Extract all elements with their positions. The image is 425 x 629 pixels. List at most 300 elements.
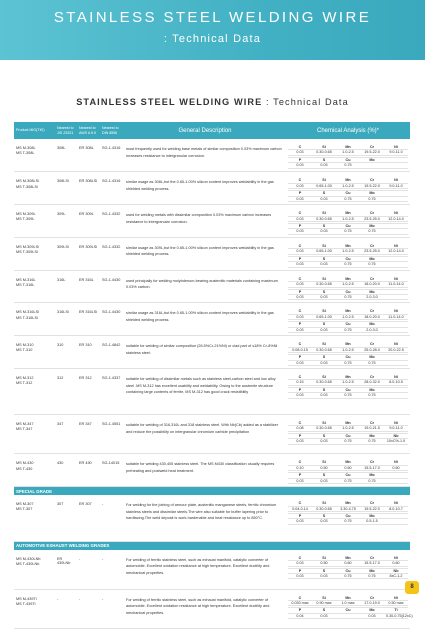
- aws-cell: ER 310: [77, 336, 100, 369]
- jis-cell: 316L: [55, 270, 77, 303]
- element-label: Mn: [336, 556, 360, 561]
- element-label: S: [312, 608, 336, 613]
- element-label: C: [288, 277, 312, 282]
- product-cell: [14, 205, 55, 238]
- element-value: [384, 163, 408, 168]
- element-value: 0.03: [288, 314, 312, 319]
- aws-cell: ER 307: [77, 495, 100, 541]
- description-cell: similar usage as 309L,but the 0.65-1.00% silicon content improves weldability in the gas shielded welding process.: [124, 237, 286, 270]
- element-value: 0.03: [288, 163, 312, 168]
- element-value: 15.5-17.0: [360, 561, 384, 566]
- element-label: Mn: [336, 211, 360, 216]
- product-name: MS T-316L: [16, 282, 35, 287]
- element-value: 0.75: [336, 360, 360, 365]
- product-cell: [14, 415, 55, 454]
- description-cell: similar usage as 316L,but the 0.65-1.00% silicon content improves weldability in the gas shielded welding process.: [124, 303, 286, 336]
- description-cell: used for welding metals with dissimilar composition 0.03% maximum carbon increases resistance to intergranular corrosion.: [124, 205, 286, 238]
- element-label: Ni: [384, 211, 408, 216]
- element-value: 11.0-14.0: [384, 282, 408, 287]
- element-label: Cu: [336, 387, 360, 392]
- description-cell: suitable for welding of dissimilar metals such as stainless steel,carbon steel and low alloy steel .MS M-312 has excellent usability and weldability. Owing to the austenite structure containing large contents of ferrite, MS M-312 has good crack resistibility: [124, 369, 286, 415]
- element-value: [360, 163, 384, 168]
- product-name: MS T-312: [16, 381, 33, 386]
- element-value: [384, 519, 408, 524]
- element-value: 0.65-1.00: [312, 249, 336, 254]
- element-label: Cu: [336, 514, 360, 519]
- chemical-grid: [288, 211, 408, 235]
- element-value: 0.60: [384, 561, 408, 566]
- element-value: 0.03: [312, 439, 336, 444]
- element-value: 8.0-10.7: [384, 506, 408, 511]
- din-cell: SG-1.4332: [100, 237, 124, 270]
- description-cell: most frequently used for welding base metals of similar composition 0.03% maximum carbon increases resistance to intergranular corrosion.: [124, 139, 286, 172]
- description-cell: suitable for welding of 316,316L and 318 stainless steel. With Nb(Cb) added as a stabilizer and reduce the possibility on intergranular chromium carbide precipitation: [124, 415, 286, 454]
- element-value: 18.0-20.0: [360, 314, 384, 319]
- element-value: 0.30-0.75(12xC): [386, 613, 413, 618]
- element-value: 9.0-11.0: [384, 183, 408, 188]
- element-value: 0.03: [288, 196, 312, 201]
- jis-cell: 308L: [55, 139, 77, 172]
- product-name: MS M-439Ti: [16, 596, 37, 601]
- element-label: Si: [312, 277, 336, 282]
- element-label: Nb: [384, 433, 408, 438]
- product-name: MS T-430LNb: [16, 561, 40, 566]
- element-label: Cu: [336, 433, 360, 438]
- element-label: Mo: [360, 191, 384, 196]
- element-label: C: [288, 211, 312, 216]
- element-value-row: [288, 573, 408, 578]
- aws-cell: ER 312: [77, 369, 100, 415]
- product-name: MS M-307: [16, 502, 34, 507]
- element-value: 0.03: [288, 294, 312, 299]
- element-label: Mn: [336, 342, 360, 347]
- section-header: [14, 487, 410, 496]
- chemical-cell: [286, 454, 410, 487]
- element-label: S: [312, 191, 336, 196]
- product-cell: [14, 237, 55, 270]
- product-cell: [14, 139, 55, 172]
- jis-cell: 308LSi: [55, 172, 77, 205]
- element-label: Ni: [384, 375, 408, 380]
- element-value: 0.75: [336, 163, 360, 168]
- element-label: Cu: [336, 191, 360, 196]
- element-value: 25.0-28.0: [360, 347, 384, 352]
- element-value: 0.03: [288, 439, 312, 444]
- element-value: 23.5-25.0: [360, 216, 384, 221]
- jis-cell: 312: [55, 369, 77, 415]
- table-row: [14, 589, 410, 628]
- element-value: 0.30-0.65: [312, 216, 336, 221]
- din-cell: SG-14015: [100, 454, 124, 487]
- product-name: MS M-310: [16, 343, 34, 348]
- element-value: [384, 360, 408, 365]
- element-value: 0.75: [336, 196, 360, 201]
- element-value: 0.30-0.65: [312, 150, 336, 155]
- element-value: 0.30-0.65: [312, 380, 336, 385]
- element-label: Mo: [360, 157, 384, 162]
- jis-cell: 309LSi: [55, 237, 77, 270]
- product-name: MS M-430: [16, 461, 34, 466]
- element-value-row: [288, 393, 408, 398]
- product-name: MS M-312: [16, 376, 34, 381]
- din-cell: SG-1.4316: [100, 172, 124, 205]
- banner-subtitle: : Technical Data: [163, 33, 262, 45]
- element-value: 0.03: [288, 327, 312, 332]
- element-label: Mo: [360, 473, 384, 478]
- element-value-row: [288, 163, 408, 168]
- element-label: P: [288, 191, 312, 196]
- chemical-grid: [288, 556, 408, 580]
- product-name: MS T-310: [16, 348, 33, 353]
- din-cell: SG-1.4842: [100, 336, 124, 369]
- element-label: Mn: [336, 309, 360, 314]
- element-value: 0.50: [312, 561, 336, 566]
- element-label: Cr: [360, 556, 384, 561]
- element-value: 1.0-2.5: [336, 282, 360, 287]
- aws-cell: ER 309LSi: [77, 237, 100, 270]
- element-value: 0.08: [288, 426, 312, 431]
- element-label: Mo: [360, 256, 384, 261]
- element-label: Ni: [384, 145, 408, 150]
- element-label: P: [288, 608, 312, 613]
- element-value: 0.03: [288, 360, 312, 365]
- element-value-row: [288, 294, 408, 299]
- element-value: [384, 196, 408, 201]
- description-cell: similar usage as 308L,but the 0.65-1.00% silicon content improves weldability in the gas shielded welding process.: [124, 172, 286, 205]
- element-label: Ni: [384, 556, 408, 561]
- element-label: Cu: [336, 608, 360, 613]
- element-value-row: [288, 196, 408, 201]
- header-aws: Nearest to AWS A 5.9: [77, 122, 100, 139]
- product-cell: [14, 172, 55, 205]
- element-value: 19.5-22.0: [360, 150, 384, 155]
- element-label: Cr: [360, 342, 384, 347]
- element-label: Si: [312, 421, 336, 426]
- page-heading: [0, 97, 425, 107]
- element-label: Mn: [336, 501, 360, 506]
- jis-cell: ER 430LNb: [55, 550, 77, 589]
- spec-table: [14, 122, 413, 629]
- chemical-grid: [288, 421, 408, 445]
- element-value: 0.10: [288, 465, 312, 470]
- element-label: P: [288, 433, 312, 438]
- element-label: P: [288, 223, 312, 228]
- element-value: 0.03: [312, 294, 336, 299]
- element-label: S: [312, 355, 336, 360]
- element-label: S: [312, 433, 336, 438]
- element-value: 0.50 max: [384, 601, 408, 606]
- chemical-grid: [288, 244, 408, 268]
- element-value: 8.0-10.5: [384, 380, 408, 385]
- element-label: Mo: [360, 223, 384, 228]
- element-value: 0.75: [336, 327, 360, 332]
- description-cell: For welding of ferritic stainless steel, such as exhaust manifold, catalytic converter of automobile. Excellent oxidation resistance at high temperature. Excellent ductility and mechanical properties.: [124, 550, 286, 589]
- element-label: Cr: [360, 211, 384, 216]
- element-value: 0.03: [288, 519, 312, 524]
- element-value: 0.75: [360, 393, 384, 398]
- description-cell: For welding for the joining of armour plate, austenitic manganese steels, ferritic chromium stainless steels and dissimilar steels.The wire also suitable for buffer layering prior to hardfacing.The weld deposit is work-hardenable and heat resistance up to 850°C.: [124, 495, 286, 541]
- element-value: 1.0-2.5: [336, 216, 360, 221]
- element-label: P: [288, 473, 312, 478]
- element-label: Ni: [384, 309, 408, 314]
- product-cell: [14, 495, 55, 541]
- element-label: Mo: [360, 514, 384, 519]
- element-label: S: [312, 256, 336, 261]
- element-value: 0.30-0.65: [312, 506, 336, 511]
- element-value: 0.08-0.15: [288, 347, 312, 352]
- element-label: Ti: [384, 608, 408, 613]
- chemical-grid: [288, 145, 408, 169]
- element-value: 0.75: [336, 262, 360, 267]
- section-header: [14, 541, 410, 550]
- element-label: Cr: [360, 460, 384, 465]
- element-label: Mo: [360, 322, 384, 327]
- element-label: Cu: [336, 256, 360, 261]
- din-cell: SG-1.4430: [100, 303, 124, 336]
- chemical-cell: [286, 139, 410, 172]
- element-label: P: [288, 568, 312, 573]
- element-value: 9.0-11.0: [384, 426, 408, 431]
- element-value: 0.30-0.65: [312, 426, 336, 431]
- element-value: 11.0-14.0: [384, 314, 408, 319]
- element-value: 0.15: [288, 380, 312, 385]
- element-value: 0.030 max: [288, 601, 312, 606]
- element-label: Cr: [360, 244, 384, 249]
- element-label: Mo: [360, 608, 384, 613]
- element-value: 1.0-2.5: [336, 380, 360, 385]
- element-value: 0.30-0.65: [312, 347, 336, 352]
- product-cell: [14, 550, 55, 589]
- element-value: 20.0-22.5: [384, 347, 408, 352]
- element-value: 0.03: [288, 561, 312, 566]
- element-value: 15.5-17.0: [360, 465, 384, 470]
- jis-cell: 316LSi: [55, 303, 77, 336]
- product-name: MS M-347: [16, 422, 34, 427]
- element-value: 9.0-11.0: [384, 150, 408, 155]
- element-value: 0.5-1.5: [360, 519, 384, 524]
- chemical-cell: [286, 172, 410, 205]
- element-label: Si: [312, 556, 336, 561]
- element-value: [384, 229, 408, 234]
- jis-cell: 307: [55, 495, 77, 541]
- element-label: Si: [312, 596, 336, 601]
- element-label: Cr: [360, 145, 384, 150]
- element-value: 0.03: [312, 478, 336, 483]
- element-value: 17.0-19.0: [360, 601, 384, 606]
- element-value: 19.0-21.5: [360, 426, 384, 431]
- element-value: 0.75: [336, 229, 360, 234]
- element-label: Si: [312, 460, 336, 465]
- chemical-cell: [286, 415, 410, 454]
- element-value: 0.03: [312, 196, 336, 201]
- product-name: MS M-308L: [16, 146, 36, 150]
- element-value: 0.65-1.00: [312, 314, 336, 319]
- element-label: Ni: [384, 277, 408, 282]
- element-label: P: [288, 322, 312, 327]
- element-value-row: [288, 506, 408, 511]
- aws-cell: ER 308LSi: [77, 172, 100, 205]
- element-value: 19.5-22.0: [360, 506, 384, 511]
- table-row: [14, 336, 410, 369]
- chemical-cell: [286, 303, 410, 336]
- header-jis: Nearest to JIS Z3321: [55, 122, 77, 139]
- table-row: [14, 454, 410, 487]
- element-label: C: [288, 309, 312, 314]
- element-label: Cr: [360, 178, 384, 183]
- element-label: Mn: [336, 178, 360, 183]
- din-cell: SG-1.4337: [100, 369, 124, 415]
- aws-cell: ER 316L: [77, 270, 100, 303]
- element-label: C: [288, 375, 312, 380]
- product-name: MS M-316L: [16, 277, 36, 282]
- element-value: 0.03: [312, 229, 336, 234]
- element-value: 0.75: [336, 294, 360, 299]
- element-value: 0.75: [360, 478, 384, 483]
- element-value-row: [288, 229, 408, 234]
- element-label: Cu: [336, 568, 360, 573]
- element-value: 0.65-1.00: [312, 183, 336, 188]
- product-cell: [14, 589, 55, 628]
- element-value: [336, 613, 360, 618]
- table-row: [14, 369, 410, 415]
- description-cell: used principally for welding molybdenum-bearing austenitic materials containing maximum 0.03% carbon.: [124, 270, 286, 303]
- element-label: Mn: [336, 421, 360, 426]
- element-label: Ni: [384, 596, 408, 601]
- section-title: AUTOMOTIVE EXHAUST WELDING GRADES: [14, 541, 410, 550]
- element-label: Cu: [336, 322, 360, 327]
- element-value: 0.75: [336, 573, 360, 578]
- element-value: 28.0-32.0: [360, 380, 384, 385]
- element-label: Ni: [384, 244, 408, 249]
- element-value: 0.03: [312, 327, 336, 332]
- element-label: Cr: [360, 375, 384, 380]
- element-value: 12.0-14.0: [384, 216, 408, 221]
- element-value: [384, 294, 408, 299]
- element-value: 0.03: [288, 229, 312, 234]
- element-value: 0.03: [312, 360, 336, 365]
- element-label: Nb: [384, 568, 408, 573]
- element-label: Ni: [384, 460, 408, 465]
- element-value: 1.0-2.5: [336, 183, 360, 188]
- element-value: 0.75: [360, 229, 384, 234]
- chemical-grid: [288, 501, 408, 525]
- header-din: Nearest to DIN 8556: [100, 122, 124, 139]
- element-label: C: [288, 178, 312, 183]
- page-number-badge: 8: [405, 581, 419, 594]
- table-row: [14, 205, 410, 238]
- element-value: 0.03: [312, 262, 336, 267]
- element-value-row: [288, 347, 408, 352]
- table-row: [14, 172, 410, 205]
- aws-cell: ER 430: [77, 454, 100, 487]
- element-value: 0.04-0.14: [288, 506, 312, 511]
- element-value: 8xC-1.2: [384, 573, 408, 578]
- element-label: Ni: [384, 501, 408, 506]
- element-label: Ni: [384, 421, 408, 426]
- element-label: Cr: [360, 421, 384, 426]
- element-label: S: [312, 289, 336, 294]
- element-value: 0.60: [384, 465, 408, 470]
- element-label: Mo: [360, 355, 384, 360]
- din-cell: SG-1.4551: [100, 415, 124, 454]
- chemical-grid: [288, 277, 408, 301]
- element-value: 0.03: [288, 249, 312, 254]
- header-product: Product MIG(TIG): [14, 122, 55, 139]
- element-label: C: [288, 244, 312, 249]
- aws-cell: -: [77, 589, 100, 628]
- element-label: Si: [312, 211, 336, 216]
- product-name: MS M-309L: [16, 212, 36, 217]
- product-cell: [14, 303, 55, 336]
- element-label: Cu: [336, 289, 360, 294]
- section-title: SPECIAL GRADE: [14, 487, 410, 496]
- table-row: [14, 303, 410, 336]
- product-name: MS T-309L: [16, 217, 35, 222]
- din-cell: SG-1.4332: [100, 205, 124, 238]
- element-value: [384, 478, 408, 483]
- element-label: Cr: [360, 501, 384, 506]
- element-label: C: [288, 421, 312, 426]
- element-value: 2.0-3.0: [360, 294, 384, 299]
- element-label: S: [312, 157, 336, 162]
- product-name: MS T-430: [16, 466, 33, 471]
- element-value: 10xC%-1.0: [384, 439, 408, 444]
- aws-cell: ER 308L: [77, 139, 100, 172]
- title-banner: [0, 0, 425, 60]
- element-label: S: [312, 322, 336, 327]
- element-value: 0.04: [288, 613, 312, 618]
- element-label: Si: [312, 309, 336, 314]
- product-name: MS M-309LSi: [16, 244, 40, 249]
- element-value-row: [288, 360, 408, 365]
- chemical-cell: [286, 237, 410, 270]
- element-label: C: [288, 596, 312, 601]
- element-label: Mo: [360, 568, 384, 573]
- jis-cell: 430: [55, 454, 77, 487]
- element-label: Mn: [336, 460, 360, 465]
- element-value-row: [288, 613, 408, 618]
- element-value: 0.75: [360, 573, 384, 578]
- table-row: [14, 237, 410, 270]
- element-label: Cu: [336, 355, 360, 360]
- element-value: 1.0-2.5: [336, 347, 360, 352]
- element-label: C: [288, 556, 312, 561]
- element-label: Si: [312, 145, 336, 150]
- element-label: Si: [312, 375, 336, 380]
- product-name: MS T-307: [16, 507, 33, 512]
- element-value-row: [288, 519, 408, 524]
- chemical-grid: [288, 375, 408, 399]
- element-label: Cr: [360, 277, 384, 282]
- element-label: Si: [312, 501, 336, 506]
- element-value: 0.75: [360, 262, 384, 267]
- chemical-grid: [288, 342, 408, 366]
- din-cell: SG-1.4316: [100, 139, 124, 172]
- element-value-row: [288, 262, 408, 267]
- chemical-cell: [286, 589, 413, 628]
- element-value: 0.75: [360, 439, 384, 444]
- element-value: 0.03: [288, 262, 312, 267]
- din-cell: -: [100, 495, 124, 541]
- element-value: 0.03: [288, 478, 312, 483]
- din-cell: SG-1.4430: [100, 270, 124, 303]
- chemical-cell: [286, 205, 410, 238]
- product-name: MS M-308LSi: [16, 179, 40, 184]
- element-label: C: [288, 501, 312, 506]
- element-value-row: [288, 601, 408, 606]
- chemical-cell: [286, 270, 410, 303]
- element-label: Mn: [336, 277, 360, 282]
